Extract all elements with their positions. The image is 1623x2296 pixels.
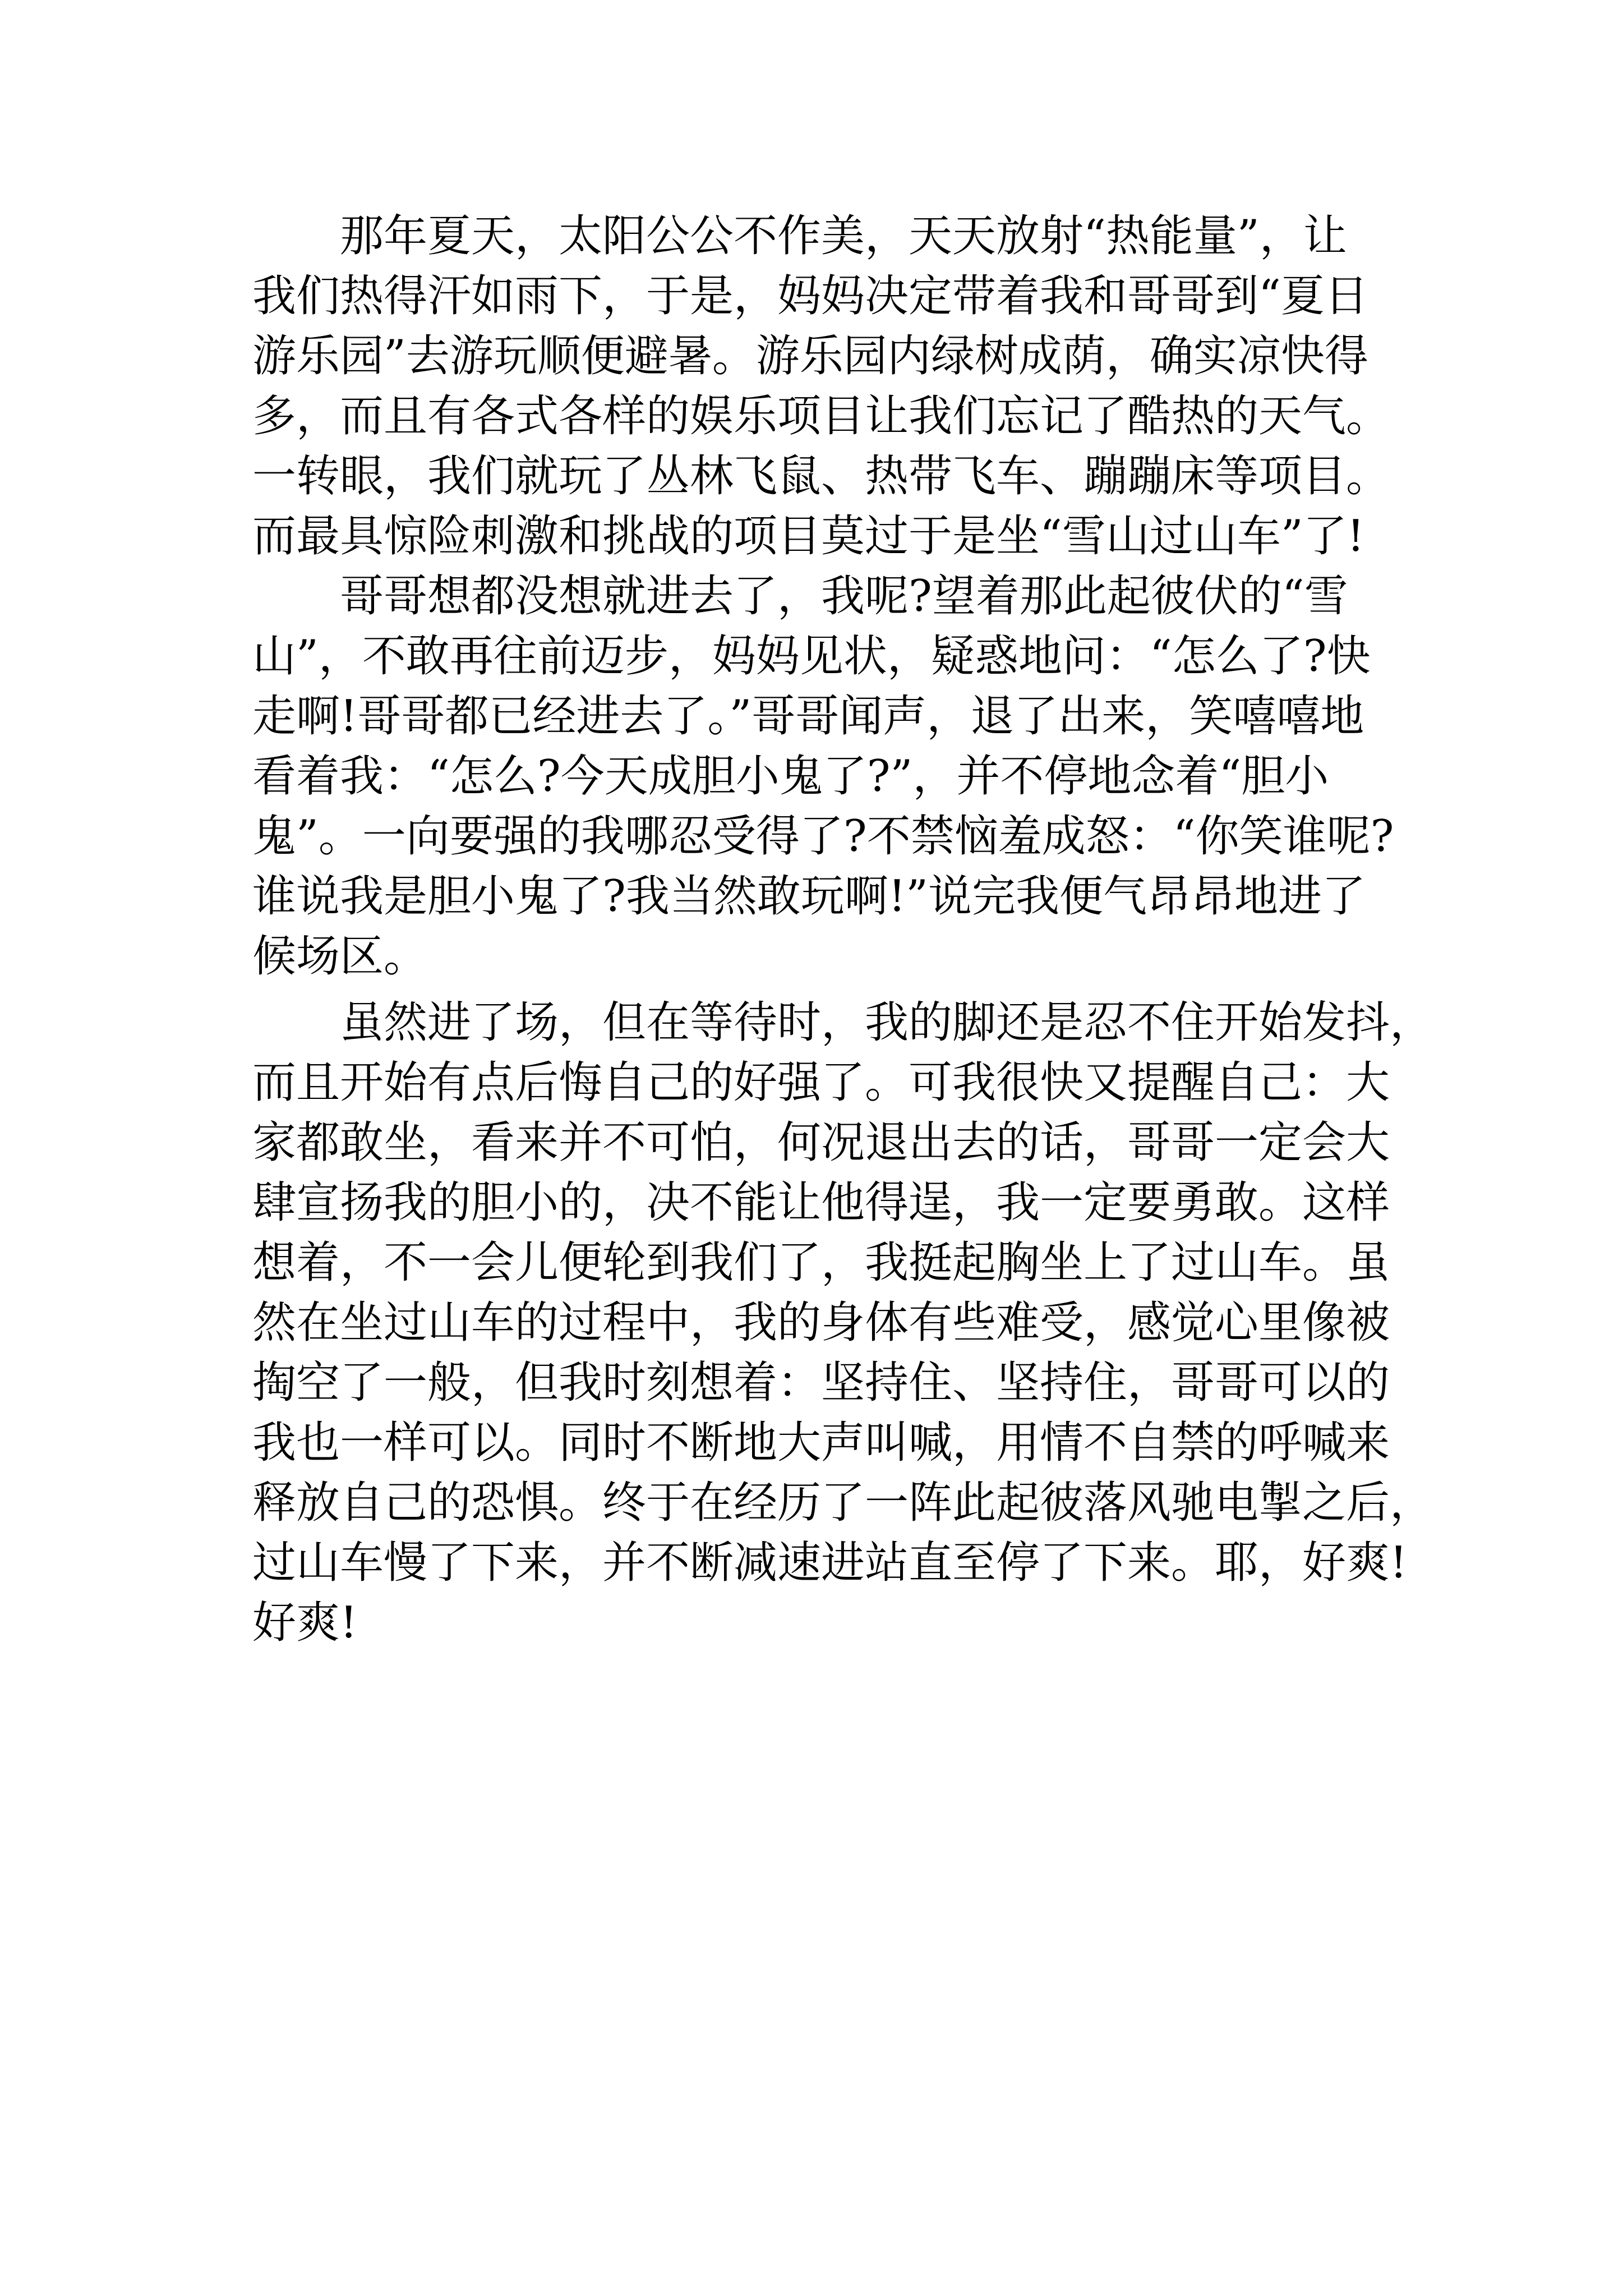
text-line: 释放自己的恐惧。终于在经历了一阵此起彼落风驰电掣之后， — [252, 1478, 1434, 1528]
paragraph-spacing — [252, 987, 1380, 993]
text-line: 哥哥想都没想就进去了，我呢?望着那此起彼伏的“雪 — [252, 571, 1348, 622]
text-line: 一转眼，我们就玩了丛林飞鼠、热带飞车、蹦蹦床等项目。 — [252, 451, 1390, 501]
text-line: 肆宣扬我的胆小的，决不能让他得逞，我一定要勇敢。这样 — [252, 1177, 1390, 1228]
paragraph-1 — [252, 206, 1390, 567]
text-line: 山”，不敢再往前迈步，妈妈见状，疑惑地问：“怎么了?快 — [252, 631, 1371, 682]
text-line: 虽然进了场，但在等待时，我的脚还是忍不住开始发抖， — [252, 997, 1434, 1048]
text-line: 家都敢坐，看来并不可怕，何况退出去的话，哥哥一定会大 — [252, 1117, 1390, 1168]
text-line: 多，而且有各式各样的娱乐项目让我们忘记了酷热的天气。 — [252, 391, 1390, 441]
text-line: 掏空了一般，但我时刻想着：坚持住、坚持住，哥哥可以的 — [252, 1358, 1390, 1408]
text-line: 谁说我是胆小鬼了?我当然敢玩啊!”说完我便气昂昂地进了 — [252, 871, 1366, 922]
paragraph-3 — [252, 993, 1434, 1653]
text-line: 走啊!哥哥都已经进去了。”哥哥闻声，退了出来，笑嘻嘻地 — [252, 691, 1364, 742]
text-line: 而最具惊险刺激和挑战的项目莫过于是坐“雪山过山车”了! — [252, 511, 1365, 562]
text-line: 看着我：“怎么?今天成胆小鬼了?”，并不停地念着“胆小 — [252, 751, 1329, 802]
text-line: 好爽! — [252, 1598, 358, 1648]
text-line: 鬼”。一向要强的我哪忍受得了?不禁恼羞成怒：“你笑谁呢? — [252, 811, 1394, 862]
text-line: 那年夏天，太阳公公不作美，天天放射“热能量”，让 — [252, 211, 1347, 261]
essay-body — [252, 206, 1434, 1653]
text-line: 过山车慢了下来，并不断减速进站直至停了下来。耶，好爽! — [252, 1538, 1408, 1588]
paragraph-2 — [252, 567, 1394, 987]
text-line: 游乐园”去游玩顺便避暑。游乐园内绿树成荫，确实凉快得 — [252, 331, 1368, 381]
text-line: 而且开始有点后悔自己的好强了。可我很快又提醒自己：大 — [252, 1057, 1390, 1108]
text-line: 想着，不一会儿便轮到我们了，我挺起胸坐上了过山车。虽 — [252, 1237, 1390, 1288]
text-line: 然在坐过山车的过程中，我的身体有些难受，感觉心里像被 — [252, 1297, 1390, 1348]
text-line: 我们热得汗如雨下，于是，妈妈决定带着我和哥哥到“夏日 — [252, 271, 1368, 321]
text-line: 候场区。 — [252, 931, 428, 982]
text-line: 我也一样可以。同时不断地大声叫喊，用情不自禁的呼喊来 — [252, 1418, 1390, 1468]
